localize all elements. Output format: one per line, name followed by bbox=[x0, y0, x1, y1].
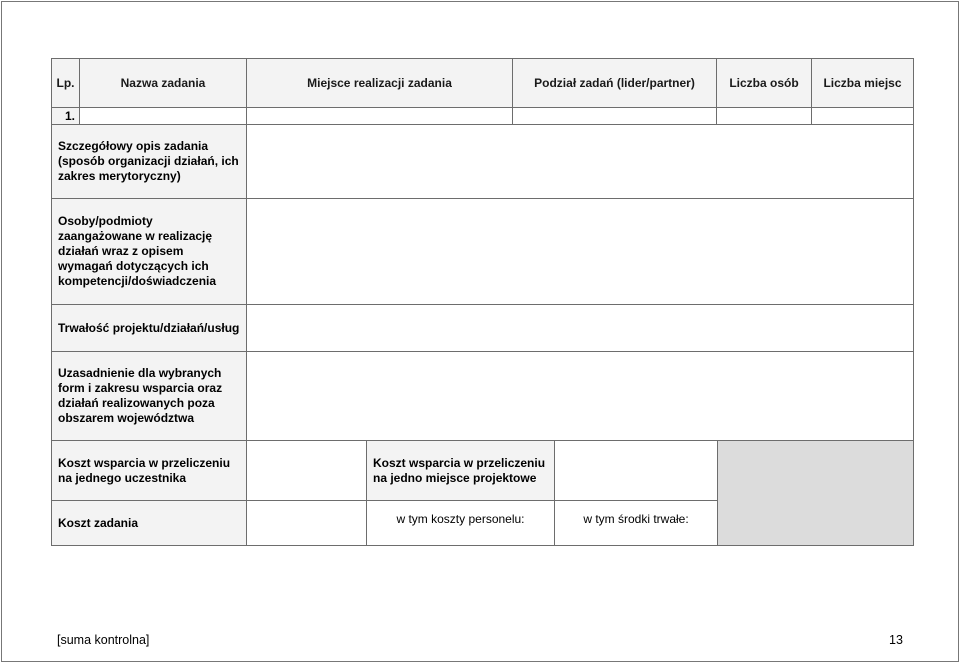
input-liczba-miejsc[interactable] bbox=[811, 107, 914, 125]
input-osoby-podmioty[interactable] bbox=[246, 198, 914, 305]
input-liczba-osob[interactable] bbox=[716, 107, 812, 125]
w-tym-koszty-personelu-text: w tym koszty personelu: bbox=[396, 512, 525, 526]
label-trwalosc bbox=[51, 304, 247, 352]
w-tym-srodki-trwale[interactable] bbox=[554, 500, 718, 546]
label-uzasadnienie-text: Uzasadnienie dla wybranych form i zakresu wsparcia oraz działań realizowanych poza obszarem województwa bbox=[58, 366, 223, 425]
label-opis-text: Szczegółowy opis zadania (sposób organizacji działań, ich zakres merytoryczny) bbox=[58, 139, 239, 183]
footer-checksum: [suma kontrolna] bbox=[57, 633, 150, 647]
label-uzasadnienie bbox=[51, 351, 247, 441]
input-koszt-zadania[interactable] bbox=[246, 500, 367, 546]
w-tym-koszty-personelu[interactable] bbox=[366, 500, 555, 546]
w-tym-srodki-trwale-text: w tym środki trwałe: bbox=[583, 512, 689, 526]
input-miejsce-realizacji[interactable] bbox=[246, 107, 513, 125]
label-osoby-text: Osoby/podmioty zaangażowane w realizację działań wraz z opisem wymagań dotyczących ich kompetencji/doświadczenia bbox=[58, 214, 217, 288]
header-miejsce-realizacji: Miejsce realizacji zadania bbox=[246, 58, 513, 108]
input-podzial-zadan[interactable] bbox=[512, 107, 717, 125]
input-nazwa-zadania[interactable] bbox=[79, 107, 247, 125]
label-trwalosc-text: Trwałość projektu/działań/usług bbox=[58, 320, 240, 335]
label-koszt-miejsce-text: Koszt wsparcia w przeliczeniu na jedno miejsce projektowe bbox=[373, 455, 546, 485]
row-number: 1. bbox=[51, 107, 80, 125]
header-liczba-osob: Liczba osób bbox=[716, 58, 812, 108]
label-koszt-uczestnik bbox=[51, 440, 247, 501]
input-koszt-uczestnik[interactable] bbox=[246, 440, 367, 501]
input-uzasadnienie[interactable] bbox=[246, 351, 914, 441]
label-koszt-zadania-text: Koszt zadania bbox=[58, 515, 139, 530]
shaded-cell bbox=[717, 440, 914, 546]
label-koszt-uczestnik-text: Koszt wsparcia w przeliczeniu na jednego uczestnika bbox=[58, 455, 231, 485]
header-liczba-miejsc: Liczba miejsc bbox=[811, 58, 914, 108]
label-koszt-miejsce bbox=[366, 440, 555, 501]
header-podzial-zadan: Podział zadań (lider/partner) bbox=[512, 58, 717, 108]
label-koszt-zadania bbox=[51, 500, 247, 546]
footer-page-number: 13 bbox=[889, 633, 903, 647]
label-opis-zadania bbox=[51, 124, 247, 199]
input-koszt-miejsce[interactable] bbox=[554, 440, 718, 501]
input-trwalosc[interactable] bbox=[246, 304, 914, 352]
label-osoby-podmioty bbox=[51, 198, 247, 305]
header-lp: Lp. bbox=[51, 58, 80, 108]
input-opis-zadania[interactable] bbox=[246, 124, 914, 199]
header-nazwa-zadania: Nazwa zadania bbox=[79, 58, 247, 108]
